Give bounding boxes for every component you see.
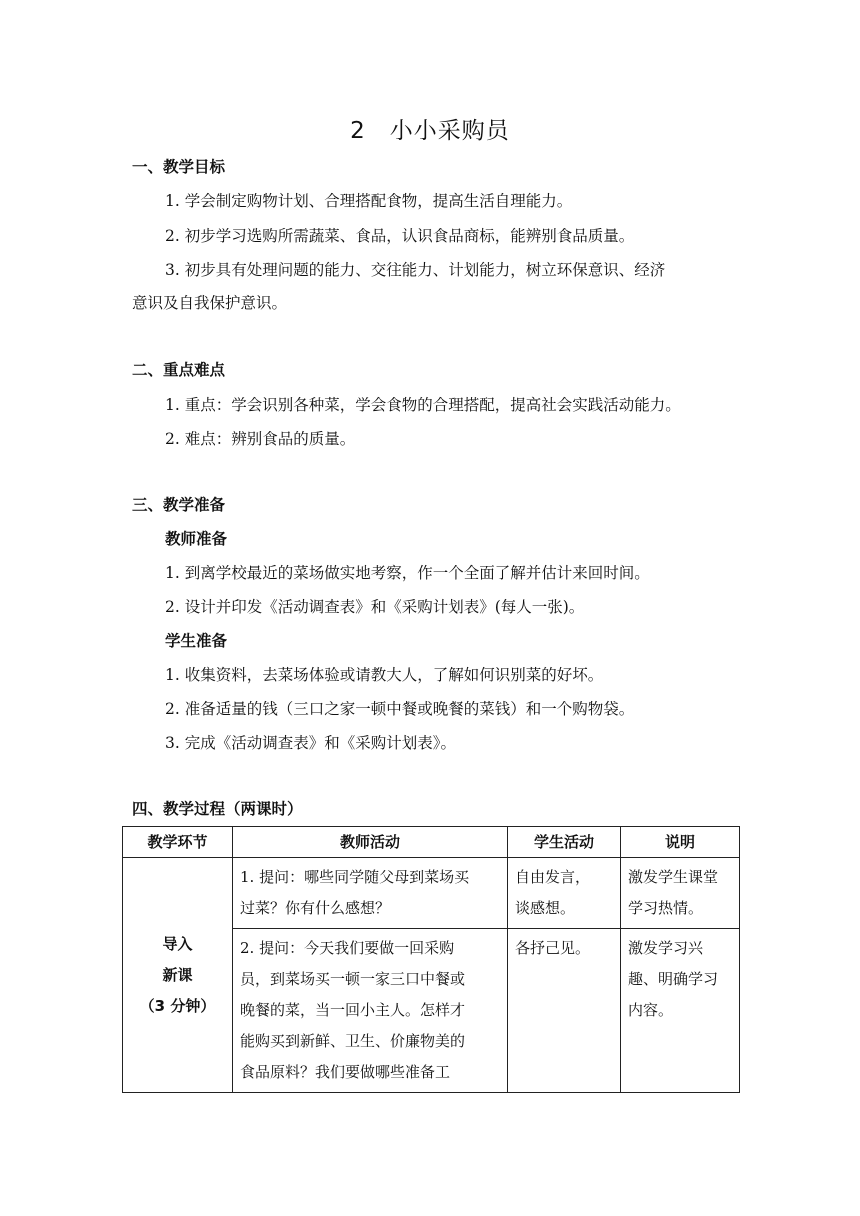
student-activity-cell <box>508 929 621 1093</box>
cell-line: 激发学习兴 <box>628 939 704 957</box>
section-heading-preparation: 三、教学准备 <box>132 496 226 514</box>
stage-label: 新课 <box>162 965 193 984</box>
teacher-prep-item: 2. 设计并印发《活动调查表》和《采购计划表》(每人一张)。 <box>165 598 585 616</box>
note-cell <box>621 929 740 1093</box>
teacher-activity-cell <box>233 929 508 1093</box>
cell-line: 能购买到新鲜、卫生、价廉物美的 <box>240 1032 466 1050</box>
key-point-item: 2. 难点：辨别食品的质量。 <box>165 430 356 448</box>
cell-line: 趣、明确学习 <box>628 970 719 988</box>
cell-line: 自由发言， <box>515 868 591 886</box>
section-heading-key-points: 二、重点难点 <box>132 361 226 379</box>
teacher-prep-heading: 教师准备 <box>165 530 228 548</box>
header-notes: 说明 <box>621 827 740 858</box>
cell-line: 晚餐的菜，当一回小主人。怎样才 <box>240 1001 466 1019</box>
cell-line: 员，到菜场买一顿一家三口中餐或 <box>240 970 466 988</box>
stage-duration: （3 分钟） <box>139 996 216 1015</box>
stage-cell <box>123 858 233 1093</box>
student-prep-item: 3. 完成《活动调查表》和《采购计划表》。 <box>165 734 456 752</box>
key-point-item: 1. 重点：学会识别各种菜，学会食物的合理搭配，提高社会实践活动能力。 <box>165 396 681 414</box>
header-student-activity: 学生活动 <box>508 827 621 858</box>
section-heading-objectives: 一、教学目标 <box>132 158 226 176</box>
cell-line: 过菜？你有什么感想？ <box>240 899 391 917</box>
cell-line: 2. 提问：今天我们要做一回采购 <box>240 939 455 957</box>
cell-line: 各抒己见。 <box>515 939 591 957</box>
header-stage: 教学环节 <box>123 827 233 858</box>
student-prep-heading: 学生准备 <box>165 632 228 650</box>
table-row <box>123 858 740 929</box>
student-prep-item: 1. 收集资料，去菜场体验或请教大人，了解如何识别菜的好坏。 <box>165 666 604 684</box>
cell-line: 学习热情。 <box>628 899 704 917</box>
cell-line: 激发学生课堂 <box>628 868 719 886</box>
note-cell <box>621 858 740 929</box>
objective-item: 1. 学会制定购物计划、合理搭配食物，提高生活自理能力。 <box>165 192 573 210</box>
page-title: 2 小小采购员 <box>350 118 510 144</box>
section-heading-process: 四、教学过程（两课时） <box>132 800 303 818</box>
cell-line: 1. 提问：哪些同学随父母到菜场买 <box>240 868 470 886</box>
objective-item: 3. 初步具有处理问题的能力、交往能力、计划能力，树立环保意识、经济 <box>165 261 666 279</box>
teacher-prep-item: 1. 到离学校最近的菜场做实地考察，作一个全面了解并估计来回时间。 <box>165 564 650 582</box>
cell-line: 内容。 <box>628 1001 674 1019</box>
objective-item: 2. 初步学习选购所需蔬菜、食品，认识食品商标，能辨别食品质量。 <box>165 227 635 245</box>
student-prep-item: 2. 准备适量的钱（三口之家一顿中餐或晚餐的菜钱）和一个购物袋。 <box>165 700 635 718</box>
table-header-row <box>123 827 740 858</box>
teaching-process-table <box>122 826 740 1093</box>
cell-line: 食品原料？我们要做哪些准备工 <box>240 1063 451 1081</box>
header-teacher-activity: 教师活动 <box>233 827 508 858</box>
objective-item-continued: 意识及自我保护意识。 <box>132 294 288 312</box>
teacher-activity-cell <box>233 858 508 929</box>
stage-label: 导入 <box>162 934 193 953</box>
student-activity-cell <box>508 858 621 929</box>
cell-line: 谈感想。 <box>515 899 576 917</box>
